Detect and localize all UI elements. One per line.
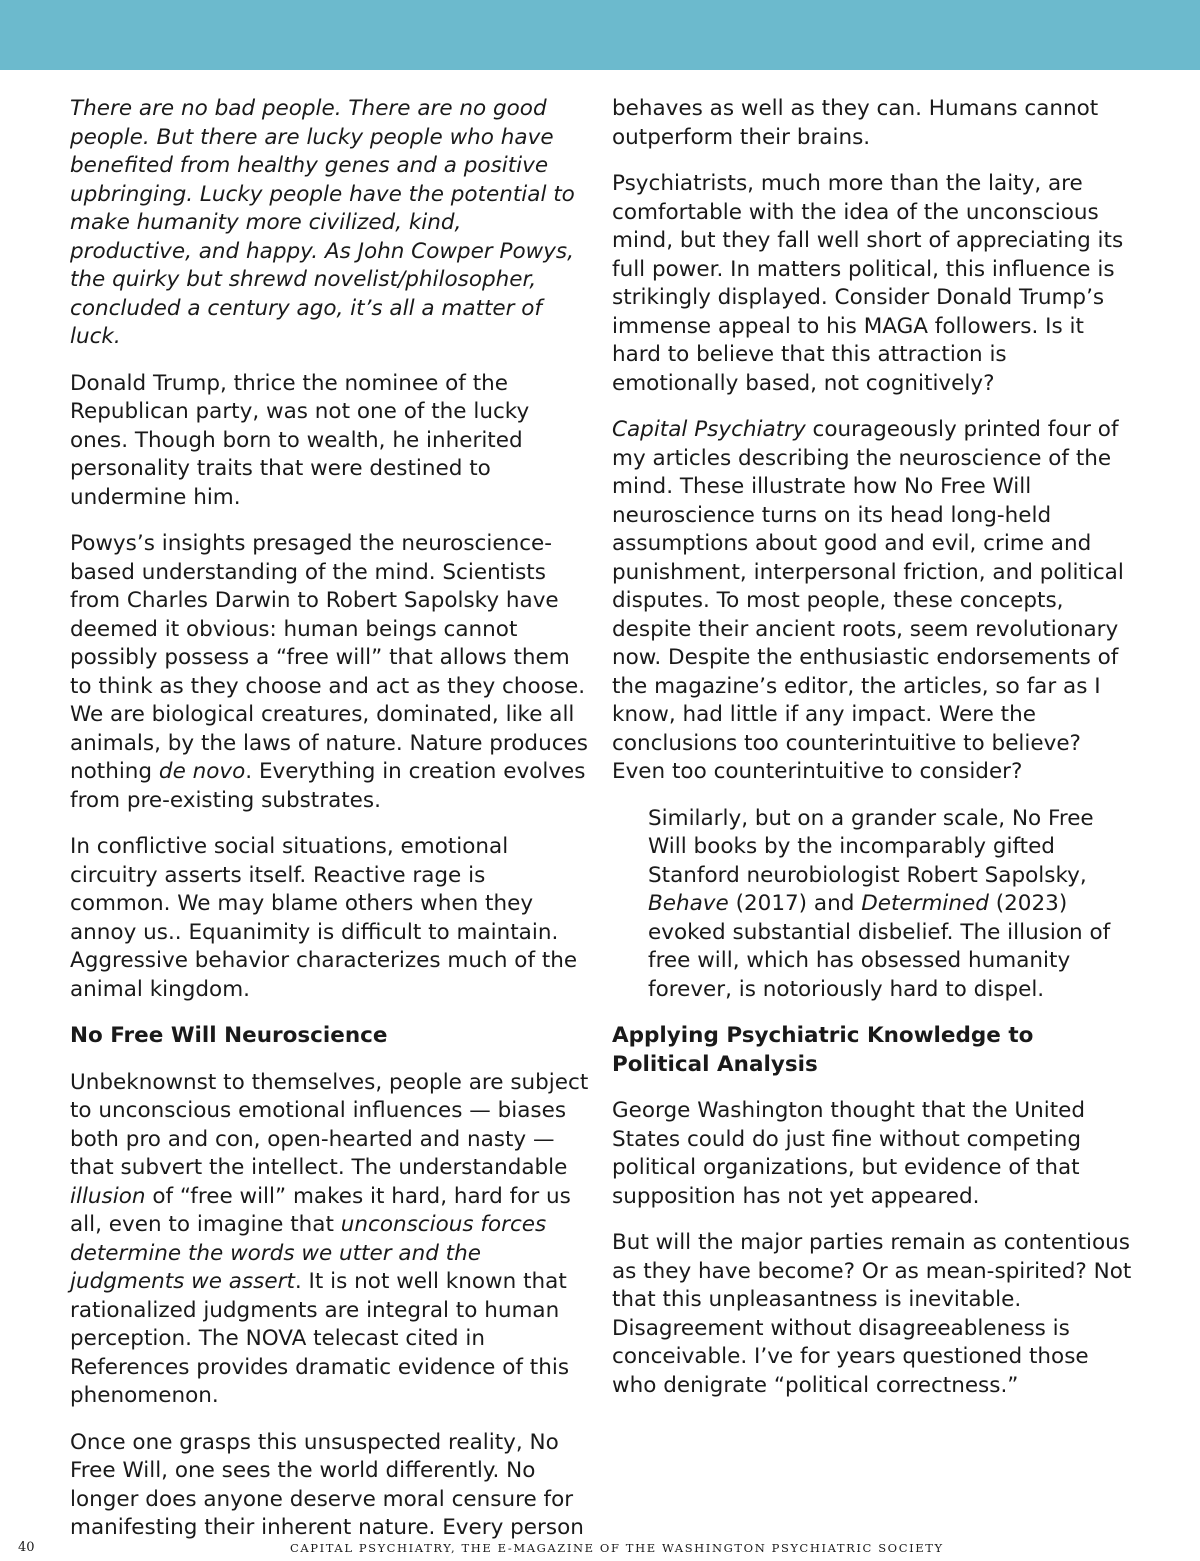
text: (2017) and [728, 891, 862, 916]
italic-text: Capital Psychiatry [612, 417, 806, 442]
page-number: 40 [18, 1540, 35, 1555]
page-footer [0, 1540, 1200, 1560]
text: Powys’s insights presaged the neuroscience-based understanding of the mind. Scientists from Charles Darwin to Robert Sapolsky have deemed it obvious: human beings cannot possibly possess a “free will” that allows them to think as they choose and act as they choose. We are biological creatures, dominated, like all animals, by the laws of nature. Nature produces nothing [70, 531, 588, 784]
paragraph: Psychiatrists, much more than the laity, are comfortable with the idea of the unconscious mind, but they fall well short of appreciating its full power. In matters political, this influence is strikingly displayed. Consider Donald Trump’s immense appeal to his MAGA followers. Is it hard to believe that this attraction is emotionally based, not cognitively? [612, 171, 1124, 396]
text: of “free will” makes it hard, hard for us all, even to imagine that [70, 1183, 571, 1237]
text: . Everything in creation evolves from pre-existing substrates. [70, 759, 586, 813]
header-color-band [0, 0, 1200, 70]
text: courageously printed four of my articles describing the neuroscience of the mind. These illustrate how No Free Will neuroscience turns on its head long-held assumptions about good and evil, crime and punishment, interpersonal friction, and political disputes. To most people, these concepts, despite their ancient roots, seem revolutionary now. Despite the enthusiastic endorsements of the magazine’s editor, the articles, so far as I know, had little if any impact. Were the conclusions too counterintuitive to believe? Even too counterintuitive to consider? [612, 417, 1124, 784]
text: Unbeknownst to themselves, people are subject to unconscious emotional influences — biases both pro and con, open-hearted and nasty — that subvert the intellect. The understandable [70, 1069, 589, 1180]
paragraph [612, 416, 1132, 787]
paragraph: In conflictive social situations, emotional circuitry asserts itself. Reactive rage is common. We may blame others when they annoy us.. Equanimity is difficult to maintain. Aggressive behavior characterizes much of the animal kingdom. [70, 834, 578, 1002]
paragraph: But will the major parties remain as contentious as they have become? Or as mean-spirited? Not that this unpleasantness is inevitable. Disagreement without disagreeableness is conceivable. I’ve for years questioned those who denigrate “political correctness.” [612, 1230, 1132, 1398]
paragraph: behaves as well as they can. Humans cannot outperform their brains. [612, 96, 1099, 150]
section-heading: No Free Will Neuroscience [70, 1023, 388, 1048]
indented-paragraph [648, 805, 1132, 1005]
right-column [612, 95, 1132, 1418]
paragraph [70, 1069, 590, 1411]
italic-text: illusion [70, 1183, 146, 1209]
paragraph: Donald Trump, thrice the nominee of the Republican party, was not one of the lucky ones. Though born to wealth, he inherited personality traits that were destined to undermine him. [70, 370, 530, 510]
italic-text: Determined [861, 891, 989, 916]
paragraph: Once one grasps this unsuspected reality, No Free Will, one sees the world differently. No longer does anyone deserve moral censure for manifesting their inherent nature. Every person [70, 1429, 584, 1540]
footer-masthead: CAPITAL PSYCHIATRY, THE E-MAGAZINE OF THE WASHINGTON PSYCHIATRIC SOCIETY [290, 1541, 944, 1555]
text: (2023) evoked substantial disbelief. The illusion of free will, which has obsessed humanity forever, is notoriously hard to dispel. [648, 891, 1111, 1002]
intro-paragraph: There are no bad people. There are no good people. But there are lucky people who have benefited from healthy genes and a positive upbringing. Lucky people have the potential to make humanity more civilized, kind, productive, and happy. As John Cowper Powys, the quirky but shrewd novelist/philosopher, concluded a century ago, it’s all a matter of luck. [70, 96, 575, 349]
italic-text: Behave [648, 891, 729, 916]
paragraph: George Washington thought that the United States could do just fine without competing political organizations, but evidence of that supposition has not yet appeared. [612, 1098, 1086, 1209]
section-heading: Applying Psychiatric Knowledge to Political Analysis [612, 1023, 1034, 1077]
text: . It is not well known that rationalized judgments are integral to human perception. The NOVA telecast cited in References provides dramatic evidence of this phenomenon. [70, 1269, 570, 1408]
italic-text: unconscious forces determine the words we utter and the judgments we assert [70, 1212, 547, 1294]
italic-text: de novo [158, 759, 246, 784]
left-column [70, 95, 590, 1561]
paragraph [70, 530, 590, 815]
text: Similarly, but on a grander scale, No Free Will books by the incomparably gifted Stanford neurobiologist Robert Sapolsky, [648, 805, 1094, 888]
